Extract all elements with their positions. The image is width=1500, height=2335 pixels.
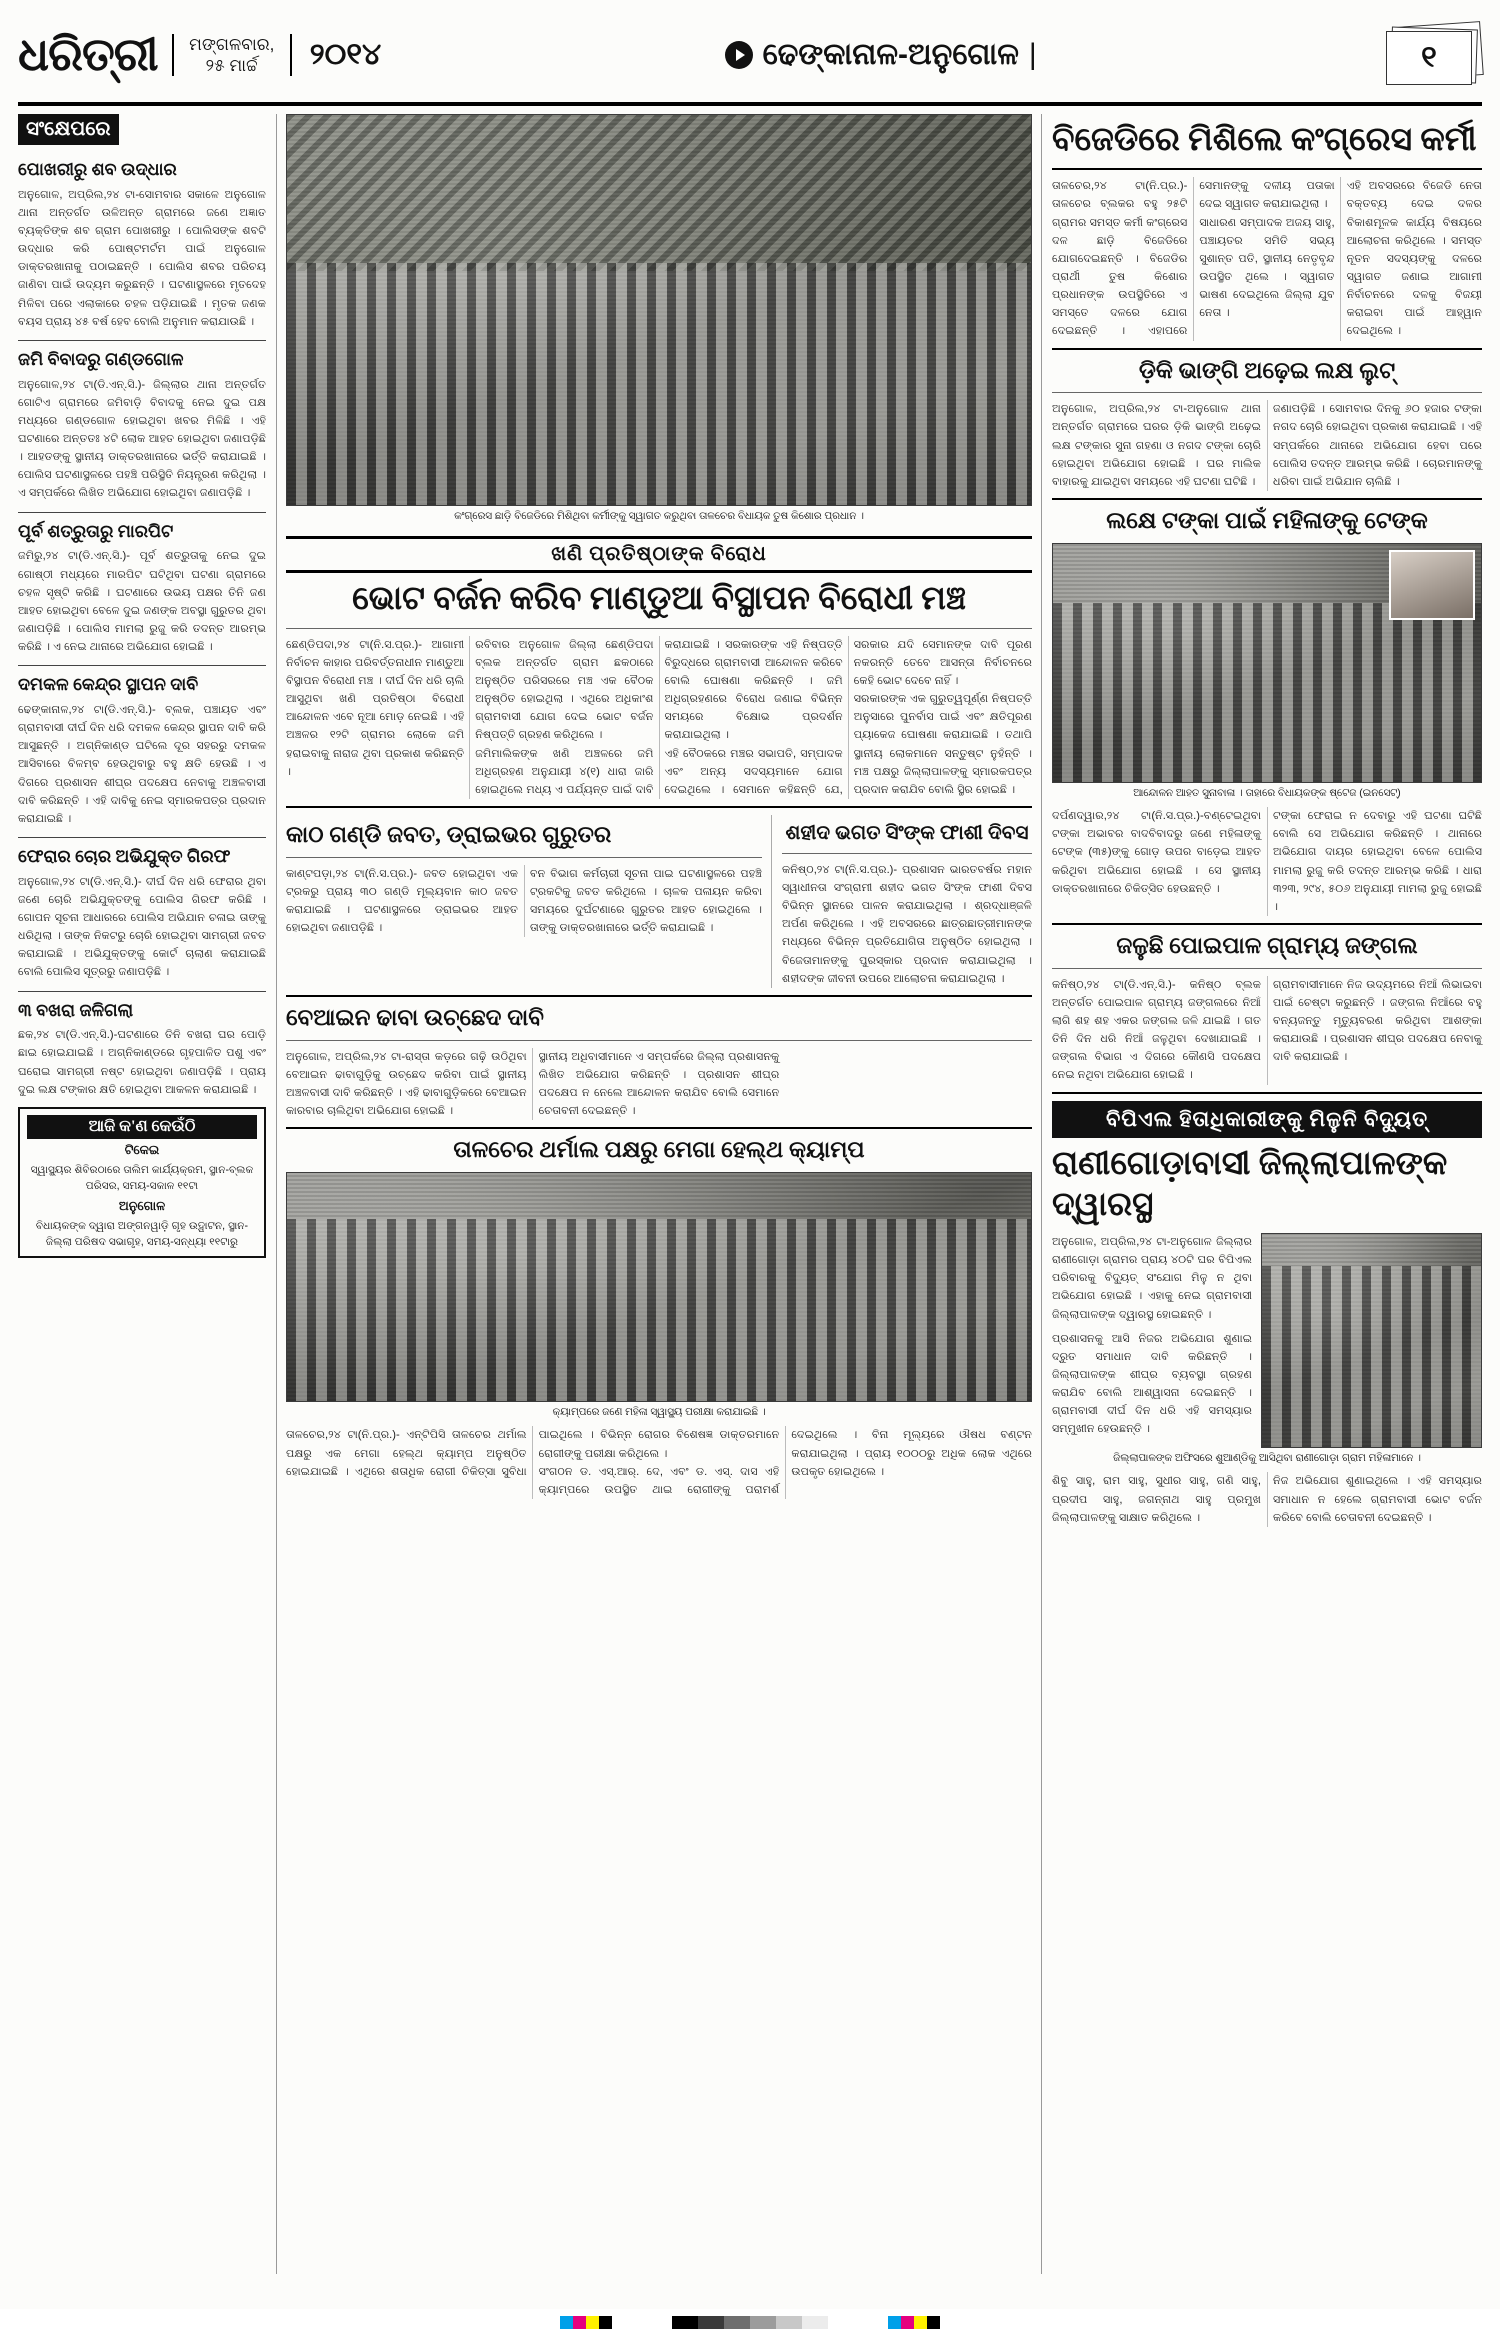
health-camp-story xyxy=(286,1136,1032,1499)
theft-headline: ଡ଼ିକି ଭାଙ୍ଗି ଅଢ଼େଇ ଲକ୍ଷ ଲୁଟ୍ xyxy=(1138,357,1396,383)
brief-headline: ଜମି ବିବାଦରୁ ଗଣ୍ଡଗୋଳ xyxy=(18,348,184,369)
page-number-badge xyxy=(1372,24,1482,86)
health-camp-col1: ତାଳଚେର,୨୪ ଟା(ନି.ପ୍ର.)- ଏନ୍‌ଟିପିସି ତାଳଚେର ଥର୍ମାଲ ପକ୍ଷରୁ ଏକ ମେଗା ହେଲ୍ଥ କ୍ୟାମ୍ପ ଅନୁଷ୍ଠିତ ହୋଇଯାଇଛି । ଏଥିରେ ଶତାଧିକ ରୋଗୀ ଚିକିତ୍ସା ସୁବିଧା ପାଇଥିଲେ । ବିଭିନ୍ନ ରୋଗର ବିଶେଷଜ୍ଞ ଡାକ୍ତରମାନେ ରୋଗୀଙ୍କୁ ପରୀକ୍ଷା କରିଥିଲେ । xyxy=(286,1429,780,1478)
brief-item xyxy=(18,673,266,828)
bjd-story xyxy=(1052,120,1482,341)
mining-para: ଏହି ବୈଠକରେ ମଞ୍ଚର ସଭାପତି, ସମ୍ପାଦକ ଏବଂ ଅନ୍ୟ ସଦସ୍ୟମାନେ ଯୋଗ ଦେଇଥିଲେ । ସେମାନେ କହିଛନ୍ତି ଯେ, ସରକାର ଯଦି ସେମାନଙ୍କ ଦାବି ପୂରଣ ନକରନ୍ତି ତେବେ ଆସନ୍ତା ନିର୍ବାଚନରେ କେହି ଭୋଟ ଦେବେ ନାହିଁ । xyxy=(664,638,1032,796)
bpl-banner: ବିପିଏଲ ହିତାଧିକାରୀଙ୍କୁ ମିଳୁନି ବିଦ୍ୟୁତ୍ xyxy=(1052,1101,1482,1138)
bpl-photo xyxy=(1261,1233,1482,1448)
edition-label: ଢେଙ୍କାନାଳ-ଅନୁଗୋଳ xyxy=(762,38,1019,71)
brief-item xyxy=(18,348,266,503)
lead-photo-caption: କଂଗ୍ରେସ ଛାଡ଼ି ବିଜେଡିରେ ମିଶିଥିବା କର୍ମୀଙ୍କୁ ସ୍ୱାଗତ କରୁଥିବା ତାଳଚେର ବିଧାୟକ ତୁଷ କିଶୋର ପ୍ରଧାନ । xyxy=(454,511,864,522)
masthead-day: ମଙ୍ଗଳବାର, xyxy=(189,34,275,54)
forest-fire-headline: ଜଳୁଛି ପୋଇପାଳ ଗ୍ରାମ୍ୟ ଜଙ୍ଗଲ xyxy=(1116,932,1418,958)
mining-para: ରବିବାର ଅନୁଗୋଳ ଜିଲ୍ଲା ଛେଣ୍ଡିପଦା ବ୍ଲକ ଅନ୍ତର୍ଗତ ଗ୍ରାମ ଛକଠାରେ ଅନୁଷ୍ଠିତ ପରିସରରେ ମଞ୍ଚ ଏକ ବୈଠକ ଅନୁଷ୍ଠିତ ହୋଇଥିଲା । ଏଥିରେ ଅଧିକାଂଶ ଗ୍ରାମବାସୀ ଯୋଗ ଦେଇ ଭୋଟ ବର୍ଜନ ନିଷ୍ପତ୍ତି ଗ୍ରହଣ କରିଥିଲେ । xyxy=(475,638,654,742)
bpl-col1: ଅନୁଗୋଳ, ଅପ୍ରିଲ,୨୪ ଟା-ଅନୁଗୋଳ ଜିଲ୍ଲାର ରାଣୀଗୋଡ଼ା ଗ୍ରାମର ପ୍ରାୟ ୪୦ଟି ଘର ବିପିଏଲ ପରିବାରକୁ ବିଦ୍ୟୁତ୍ ସଂଯୋଗ ମିଳୁ ନ ଥିବା ଅଭିଯୋଗ ହୋଇଛି । ଏହାକୁ ନେଇ ଗ୍ରାମବାସୀ ଜିଲ୍ଲାପାଳଙ୍କ ଦ୍ୱାରସ୍ଥ ହୋଇଛନ୍ତି । xyxy=(1052,1236,1252,1321)
today-events-line: ବିଧାୟକଙ୍କ ଦ୍ୱାରା ଅଙ୍ଗନୱାଡ଼ି ଗୃହ ଉଦ୍ଘାଟନ, ସ୍ଥାନ-ଜିଲ୍ଲା ପରିଷଦ ସଭାଗୃହ, ସମୟ-ସନ୍ଧ୍ୟା ୧୧ଟାରୁ xyxy=(35,1219,249,1249)
forest-fire-story xyxy=(1052,932,1482,1085)
dhaba-story xyxy=(286,1004,1032,1120)
women-assault-photo xyxy=(1052,543,1482,783)
brief-headline: ଫେରାର ଚୋର ଅଭିଯୁକ୍ତ ଗିରଫ xyxy=(18,845,231,866)
page-number: ୧ xyxy=(1386,31,1472,85)
today-events-box xyxy=(18,1107,266,1259)
women-assault-headline: ଲକ୍ଷେ ଟଙ୍କା ପାଇଁ ମହିଳାଙ୍କୁ ଟେଙ୍କ xyxy=(1106,507,1428,533)
masthead-edition xyxy=(399,38,1362,72)
brief-body: ଅନୁଗୋଳ,୨୪ ଟା(ଡି.ଏନ୍.ସି.)- ଜିଲ୍ଲାର ଥାନା ଅନ୍ତର୍ଗତ ଗୋଟିଏ ଗ୍ରାମରେ ଜମିବାଡ଼ି ବିବାଦକୁ ନେଇ ଦୁଇ ପକ୍ଷ ମଧ୍ୟରେ ଗଣ୍ଡଗୋଳ ହୋଇଥିବା ଖବର ମିଳିଛି । ଏହି ଘଟଣାରେ ଅନ୍ତତଃ ୪ଟି ଲୋକ ଆହତ ହୋଇଥିବା ଜଣାପଡ଼ିଛି । ଆହତଙ୍କୁ ସ୍ଥାନୀୟ ଡାକ୍ତରଖାନାରେ ଭର୍ତ୍ତି କରାଯାଇଛି । ପୋଲିସ ଘଟଣାସ୍ଥଳରେ ପହଞ୍ଚି ପରିସ୍ଥିତି ନିୟନ୍ତ୍ରଣ କରିଥିଲା । ଏ ସମ୍ପର୍କରେ ଲିଖିତ ଅଭିଯୋଗ ହୋଇଥିବା ଜଣାପଡ଼ିଛି । xyxy=(18,378,266,500)
brief-item xyxy=(18,158,266,331)
brief-item xyxy=(18,999,266,1099)
briefs-column xyxy=(18,114,266,2274)
bpl-footer2: ନିଜ ଅଭିଯୋଗ ଶୁଣାଇଥିଲେ । ଏହି ସମସ୍ୟାର ସମାଧାନ ନ ହେଲେ ଗ୍ରାମବାସୀ ଭୋଟ ବର୍ଜନ କରିବେ ବୋଲି ଚେତାବନୀ ଦେଇଛନ୍ତି । xyxy=(1273,1475,1482,1524)
main-column xyxy=(276,114,1042,2274)
bpl-headline: ରାଣୀଗୋଡ଼ାବାସୀ ଜିଲ୍ଲାପାଳଙ୍କ ଦ୍ୱାରସ୍ଥ xyxy=(1052,1145,1448,1223)
masthead xyxy=(18,14,1482,106)
women-assault-col1: ଦର୍ପଣଦ୍ୱାର,୨୪ ଟା(ନି.ସ.ପ୍ର.)-ବଣ୍ଟେଇଥିବା ଟଙ୍କା ଅଭାବର ବାଦବିବାଦରୁ ଜଣେ ମହିଳାଙ୍କୁ ଟେଙ୍କ (୩୫)ଙ୍କୁ ଗୋଡ଼ ଉପର ବାଡ଼େଇ ଆହତ କରିଥିବା ଅଭିଯୋଗ ହୋଇଛି । ସେ ସ୍ଥାନୀୟ ଡାକ୍ତରଖାନାରେ ଚିକିତ୍ସିତ ହେଉଛନ୍ତି । xyxy=(1052,810,1261,895)
bjd-col3: ଏହି ଅବସରରେ ବିଜେଡି ନେତା ବକ୍ତବ୍ୟ ଦେଇ ଦଳର ବିକାଶମୂଳକ କାର୍ଯ୍ୟ ବିଷୟରେ ଆଲୋଚନା କରିଥିଲେ । ସମସ୍ତ ନୂତନ ସଦସ୍ୟଙ୍କୁ ଦଳରେ ସ୍ୱାଗତ ଜଣାଇ ଆଗାମୀ ନିର୍ବାଚନରେ ଦଳକୁ ବିଜୟୀ କରାଇବା ପାଇଁ ଆହ୍ୱାନ ଦେଇଥିଲେ । xyxy=(1346,180,1482,338)
color-swatches-right xyxy=(888,2316,940,2329)
masthead-date-value: ୨୫ ମାର୍ଚ୍ଚ xyxy=(205,56,258,75)
women-assault-caption: ଆନ୍ଦୋଳନ ଆହତ ସୁନାବାଳା । ତାହାରେ ବିଧାୟକଙ୍କ ଷ୍ଟେଜ (ଇନସେଟ୍) xyxy=(1133,787,1401,799)
brief-body: ଢେଙ୍କାନାଳ,୨୪ ଟା(ଡି.ଏନ୍.ସି.)- ବ୍ଲକ, ପଞ୍ଚାୟତ ଏବଂ ଗ୍ରାମବାସୀ ଦୀର୍ଘ ଦିନ ଧରି ଦମକଳ କେନ୍ଦ୍ର ସ୍ଥାପନ ଦାବି କରି ଆସୁଛନ୍ତି । ଅଗ୍ନିକାଣ୍ଡ ଘଟିଲେ ଦୂର ସହରରୁ ଦମକଳ ଆସିବାରେ ବିଳମ୍ବ ହେଉଥିବାରୁ ବହୁ କ୍ଷତି ହେଉଛି । ଏ ଦିଗରେ ପ୍ରଶାସନ ଶୀଘ୍ର ପଦକ୍ଷେପ ନେବାକୁ ଅଞ୍ଚଳବାସୀ ଦାବି କରିଛନ୍ତି । ଏହି ଦାବିକୁ ନେଇ ସ୍ମାରକପତ୍ର ପ୍ରଦାନ କରାଯାଇଛି । xyxy=(18,703,266,825)
theft-col1: ଅନୁଗୋଳ, ଅପ୍ରିଲ,୨୪ ଟା-ଅନୁଗୋଳ ଥାନା ଅନ୍ତର୍ଗତ ଗ୍ରାମରେ ଘରର ଡ଼ିକି ଭାଙ୍ଗି ଅଢ଼େଇ ଲକ୍ଷ ଟଙ୍କାର ସୁନା ଗହଣା ଓ ନଗଦ ଟଙ୍କା ଚୋରି ହୋଇଥିବା ଅଭିଯୋଗ ହୋଇଛି । ଘର ମାଲିକ ବାହାରକୁ ଯାଇଥିବା ସମୟରେ ଏହି ଘଟଣା ଘଟିଛି । xyxy=(1052,403,1261,488)
today-events-line: ସ୍ୱାସ୍ଥ୍ୟର ଶିବିରଠାରେ ତାଲିମ କାର୍ଯ୍ୟକ୍ରମ, ସ୍ଥାନ-ବ୍ଲକ ପରିସର, ସମୟ-ସକାଳ ୧୧ଟା xyxy=(30,1163,254,1193)
gray-ramp xyxy=(672,2316,828,2329)
bpl-col2: ପ୍ରଶାସନକୁ ଆସି ନିଜର ଅଭିଯୋଗ ଶୁଣାଇ ଦ୍ରୁତ ସମାଧାନ ଦାବି କରିଛନ୍ତି । ଜିଲ୍ଲାପାଳଙ୍କ ଶୀଘ୍ର ବ୍ୟବସ୍ଥା ଗ୍ରହଣ କରାଯିବ ବୋଲି ଆଶ୍ୱାସନା ଦେଇଛନ୍ତି । ଗ୍ରାମବାସୀ ଦୀର୍ଘ ଦିନ ଧରି ଏହି ସମସ୍ୟାର ସମ୍ମୁଖୀନ ହେଉଛନ୍ତି । xyxy=(1052,1332,1252,1436)
brief-item xyxy=(18,520,266,657)
theft-col2: ଜଣାପଡ଼ିଛି । ସୋମବାର ଦିନକୁ ୬୦ ହଜାର ଟଙ୍କା ନଗଦ ଚୋରି ହୋଇଥିବା ପ୍ରକାଶ କରାଯାଇଛି । ଏହି ସମ୍ପର୍କରେ ଥାନାରେ ଅଭିଯୋଗ ହେବା ପରେ ପୋଲିସ ତଦନ୍ତ ଆରମ୍ଭ କରିଛି । ଚୋରମାନଙ୍କୁ ଧରିବା ପାଇଁ ଅଭିଯାନ ଚାଲିଛି । xyxy=(1273,403,1482,488)
bhagat-body: କନିଷ୍ଠ,୨୪ ଟା(ନି.ସ.ପ୍ର.)- ପ୍ରଶାସନ ଭାରତବର୍ଷର ମହାନ ସ୍ୱାଧୀନତା ସଂଗ୍ରାମୀ ଶହୀଦ ଭଗତ ସିଂଙ୍କ ଫାଶୀ ଦିବସ ବିଭିନ୍ନ ସ୍ଥାନରେ ପାଳନ କରାଯାଇଥିଲା । ଶ୍ରଦ୍ଧାଞ୍ଜଳି ଅର୍ପଣ କରିଥିଲେ । ଏହି ଅବସରରେ ଛାତ୍ରଛାତ୍ରୀମାନଙ୍କ ମଧ୍ୟରେ ବିଭିନ୍ନ ପ୍ରତିଯୋଗିତା ଅନୁଷ୍ଠିତ ହୋଇଥିଲା । ବିଜେତାମାନଙ୍କୁ ପୁରସ୍କାର ପ୍ରଦାନ କରାଯାଇଥିଲା । ଶହୀଦଙ୍କ ଜୀବନୀ ଉପରେ ଆଲୋଚନା କରାଯାଇଥିଲା । xyxy=(782,863,1032,985)
masthead-date xyxy=(172,34,292,77)
forest-fire-col1: କନିଷ୍ଠ,୨୪ ଟା(ଡି.ଏନ୍.ସି.)- କନିଷ୍ଠ ବ୍ଲକ ଅନ୍ତର୍ଗତ ପୋଇପାଳ ଗ୍ରାମ୍ୟ ଜଙ୍ଗଲରେ ନିଆଁ ଲାଗି ଶହ ଶହ ଏକର ଜଙ୍ଗଲ ଜଳି ଯାଇଛି । ଗତ ତିନି ଦିନ ଧରି ନିଆଁ ଜଳୁଥିବା ଦେଖାଯାଇଛି । ଜଙ୍ଗଲ ବିଭାଗ ଏ ଦିଗରେ କୌଣସି ପଦକ୍ଷେପ ନେଇ ନଥିବା ଅଭିଯୋଗ ହୋଇଛି । xyxy=(1052,978,1261,1082)
brief-body: ଅନୁଗୋଳ, ଅପ୍ରିଲ,୨୪ ଟା-ସୋମବାର ସକାଳେ ଅନୁଗୋଳ ଥାନା ଅନ୍ତର୍ଗତ ଉଳିଅନ୍ତ ଗ୍ରାମରେ ଜଣେ ଅଜ୍ଞାତ ବ୍ୟକ୍ତିଙ୍କ ଶବ ଗ୍ରାମ ପୋଖରୀରୁ । ପୋଲିସଙ୍କ ଶବଟି ଉଦ୍ଧାର କରି ପୋଷ୍ଟମର୍ଟମ ପାଇଁ ଅନୁଗୋଳ ଡାକ୍ତରଖାନାକୁ ପଠାଇଛନ୍ତି । ପୋଲିସ ଶବର ପରିଚୟ ଜାଣିବା ପାଇଁ ଉଦ୍ୟମ କରୁଛନ୍ତି । ଘଟଣାସ୍ଥଳରେ ମୃତଦେହ ମିଳିବା ପରେ ଏଲାକାରେ ଚହଳ ପଡ଼ିଯାଇଛି । ମୃତକ ଜଣକ ବୟସ ପ୍ରାୟ ୪୫ ବର୍ଷ ହେବ ବୋଲି ଅନୁମାନ କରାଯାଉଛି । xyxy=(18,188,266,328)
dhaba-col1: ଅନୁଗୋଳ, ଅପ୍ରିଲ,୨୪ ଟା-ରାସ୍ତା କଡ଼ରେ ଗଢ଼ି ଉଠିଥିବା ବେଆଇନ ଢାବାଗୁଡ଼ିକୁ ଉଚ୍ଛେଦ କରିବା ପାଇଁ ସ୍ଥାନୀୟ ଅଞ୍ଚଳବାସୀ ଦାବି କରିଛନ୍ତି । ଏହି ଢାବାଗୁଡ଼ିକରେ ବେଆଇନ କାରବାର ଚାଲିଥିବା ଅଭିଯୋଗ ହୋଇଛି । xyxy=(286,1050,527,1118)
page-content xyxy=(18,114,1482,2274)
bjd-col1: ତାଳଚେର,୨୪ ଟା(ନି.ପ୍ର.)-ତାଳଚେର ବ୍ଲକର ବହୁ ୨୫ଟି ଗ୍ରାମର ସମସ୍ତ କର୍ମୀ କଂଗ୍ରେସ ଦଳ ଛାଡ଼ି ବିଜେଡିରେ ଯୋଗଦେଇଛନ୍ତି । ବିଜେଡିର ପ୍ରାର୍ଥୀ ତୁଷ କିଶୋର ପ୍ରଧାନଙ୍କ ଉପସ୍ଥିତିରେ ଏ ସମସ୍ତେ ଦଳରେ ଯୋଗ ଦେଇଛନ୍ତି । ଏହାପରେ ସେମାନଙ୍କୁ ଦଳୀୟ ପତାକା ଦେଇ ସ୍ୱାଗତ କରାଯାଇଥିଲା । xyxy=(1052,180,1335,338)
health-camp-headline: ତାଳଚେର ଥର୍ମାଲ ପକ୍ଷରୁ ମେଗା ହେଲ୍ଥ କ୍ୟାମ୍ପ xyxy=(453,1137,865,1163)
briefs-section-title: ସଂକ୍ଷେପରେ xyxy=(18,114,119,145)
timber-story xyxy=(286,815,772,988)
brief-body: ଛକ,୨୪ ଟା(ଡି.ଏନ୍.ସି.)-ଘଟଣାରେ ତିନି ବଖରା ଘର ପୋଡ଼ି ଛାଇ ହୋଇଯାଇଛି । ଅଗ୍ନିକାଣ୍ଡରେ ଗୃହପାଳିତ ପଶୁ ଏବଂ ଘରୋଇ ସାମଗ୍ରୀ ନଷ୍ଟ ହୋଇଥିବା ଜଣାପଡ଼ିଛି । ପ୍ରାୟ ଦୁଇ ଲକ୍ଷ ଟଙ୍କାର କ୍ଷତି ହୋଇଥିବା ଆକଳନ କରାଯାଇଛି । xyxy=(18,1029,266,1096)
health-camp-col2: ସଂଗଠନ ଡ. ଏସ୍.ଆର୍. ଦେ, ଏବଂ ଡ. ଏସ୍. ଦାସ ଏହି କ୍ୟାମ୍ପରେ ଉପସ୍ଥିତ ଥାଇ ରୋଗୀଙ୍କୁ ପରାମର୍ଶ ଦେଇଥିଲେ । ବିନା ମୂଲ୍ୟରେ ଔଷଧ ବଣ୍ଟନ କରାଯାଇଥିଲା । ପ୍ରାୟ ୧୦୦୦ରୁ ଅଧିକ ଲୋକ ଏଥିରେ ଉପକୃତ ହୋଇଥିଲେ । xyxy=(538,1429,1032,1496)
bhagat-headline: ଶହୀଦ ଭଗତ ସିଂଙ୍କ ଫାଶୀ ଦିବସ xyxy=(785,821,1029,844)
theft-story xyxy=(1052,357,1482,491)
bjd-col2: ସାଧାରଣ ସମ୍ପାଦକ ଅଜୟ ସାହୁ, ପଞ୍ଚାୟତର ସମିତି ସଭ୍ୟ ସୁଶାନ୍ତ ପତି, ସ୍ଥାନୀୟ ନେତୃବୃନ୍ଦ ଉପସ୍ଥିତ ଥିଲେ । ସ୍ୱାଗତ ଭାଷଣ ଦେଇଥିଲେ ଜିଲ୍ଲା ଯୁବ ନେତା । xyxy=(1199,216,1335,320)
mining-body xyxy=(286,636,1032,799)
brief-headline: ୩ ବଖରା ଜଳିଗଲା xyxy=(18,999,134,1020)
bpl-footer1: ଶିବୁ ସାହୁ, ରାମ ସାହୁ, ସୁଧୀର ସାହୁ, ଗଣି ସାହୁ, ପ୍ରଦୀପ ସାହୁ, ଜଗନ୍ନାଥ ସାହୁ ପ୍ରମୁଖ ଜିଲ୍ଲାପାଳଙ୍କୁ ସାକ୍ଷାତ କରିଥିଲେ । xyxy=(1052,1475,1261,1524)
publication-logo: ଧରିତ୍ରୀ xyxy=(18,28,158,80)
bpl-caption: ଜିଲ୍ଲାପାଳଙ୍କ ଅଫିସରେ ଶୁଆଣ୍ଡିକୁ ଆସିଥିବା ରାଣୀଗୋଡ଼ା ଗ୍ରାମ ମହିଳାମାନେ । xyxy=(1113,1453,1421,1465)
brief-body: ଅନୁଗୋଳ,୨୪ ଟା(ଡି.ଏନ୍.ସି.)- ଦୀର୍ଘ ଦିନ ଧରି ଫେରାର ଥିବା ଜଣେ ଚୋରି ଅଭିଯୁକ୍ତଙ୍କୁ ପୋଲିସ ଗିରଫ କରିଛି । ଗୋପନ ସୂଚନା ଆଧାରରେ ପୋଲିସ ଅଭିଯାନ ଚଳାଇ ତାଙ୍କୁ ଧରିଥିଲା । ତାଙ୍କ ନିକଟରୁ ଚୋରି ହୋଇଥିବା ସାମଗ୍ରୀ ଜବତ କରାଯାଇଛି । ଅଭିଯୁକ୍ତଙ୍କୁ କୋର୍ଟ ଚାଲାଣ କରାଯାଇଛି ବୋଲି ପୋଲିସ ସୂତ୍ରରୁ ଜଣାପଡ଼ିଛି । xyxy=(18,875,266,979)
registration-color-bar xyxy=(0,2309,1500,2335)
mining-para: ସରକାରଙ୍କ ଏକ ଗୁରୁତ୍ୱପୂର୍ଣ୍ଣ ନିଷ୍ପତ୍ତି ଅନୁସାରେ ପୁନର୍ବାସ ପାଇଁ ଏବଂ କ୍ଷତିପୂରଣ ପ୍ୟାକେଜ ଘୋଷଣା କରାଯାଇଛି । ତଥାପି ସ୍ଥାନୀୟ ଲୋକମାନେ ସନ୍ତୁଷ୍ଟ ନୁହଁନ୍ତି । ମଞ୍ଚ ପକ୍ଷରୁ ଜିଲ୍ଲାପାଳଙ୍କୁ ସ୍ମାରକପତ୍ର ପ୍ରଦାନ କରାଯିବ ବୋଲି ସ୍ଥିର ହୋଇଛି । xyxy=(853,693,1032,796)
women-assault-story xyxy=(1052,507,1482,916)
brief-headline: ପୋଖରୀରୁ ଶବ ଉଦ୍ଧାର xyxy=(18,159,177,179)
health-camp-photo xyxy=(286,1172,1032,1402)
bhagat-story xyxy=(782,815,1032,988)
mining-para: ଜମିମାଲିକଙ୍କ ଖଣି ଅଞ୍ଚଳରେ ଜମି ଅଧିଗ୍ରହଣ ଅନୁଯାୟୀ ୪(୧) ଧାରା ଜାରି ହୋଇଥିଲେ ମଧ୍ୟ ଏ ପର୍ଯ୍ୟନ୍ତ ପାଇଁ ଦାବି କରାଯାଇଛି । ସରକାରଙ୍କ ଏହି ନିଷ୍ପତ୍ତି ବିରୁଦ୍ଧରେ ଗ୍ରାମବାସୀ ଆନ୍ଦୋଳନ କରିବେ ବୋଲି ଘୋଷଣା କରିଛନ୍ତି । ଜମି ଅଧିଗ୍ରହଣରେ ବିରୋଧ ଜଣାଇ ବିଭିନ୍ନ ସମୟରେ ବିକ୍ଷୋଭ ପ୍ରଦର୍ଶନ କରାଯାଇଥିଲା । xyxy=(475,638,843,796)
brief-headline: ଦମକଳ କେନ୍ଦ୍ର ସ୍ଥାପନ ଦାବି xyxy=(18,674,199,695)
today-events-title: ଆଜି କ'ଣ କେଉଁଠି xyxy=(27,1115,257,1139)
inset-photo xyxy=(1389,550,1475,620)
health-camp-caption: କ୍ୟାମ୍ପରେ ଜଣେ ମହିଳା ସ୍ୱାସ୍ଥ୍ୟ ପରୀକ୍ଷା କରାଯାଇଛି । xyxy=(552,1406,766,1418)
timber-headline: କାଠ ଗଣ୍ଡି ଜବତ, ଡ୍ରାଇଭର ଗୁରୁତର xyxy=(286,821,612,847)
women-assault-col2: ଟଙ୍କା ଫେରାଇ ନ ଦେବାରୁ ଏହି ଘଟଣା ଘଟିଛି ବୋଲି ସେ ଅଭିଯୋଗ କରିଛନ୍ତି । ଥାନାରେ ଅଭିଯୋଗ ଦାୟର ହୋଇଥିବା ବେଳେ ପୋଲିସ ମାମଲା ରୁଜୁ କରି ତଦନ୍ତ ଆରମ୍ଭ କରିଛି । ଧାରା ୩୨୩, ୨୯୪, ୫୦୬ ଅନୁଯାୟୀ ମାମଲା ରୁଜୁ ହୋଇଛି । xyxy=(1273,810,1482,913)
masthead-year: ୨୦୧୪ xyxy=(309,38,382,71)
brief-item xyxy=(18,845,266,982)
today-events-place: ଅନୁଗୋଳ xyxy=(118,1198,166,1213)
forest-fire-col2: ଗ୍ରାମବାସୀମାନେ ନିଜ ଉଦ୍ୟମରେ ନିଆଁ ଲିଭାଇବା ପାଇଁ ଚେଷ୍ଟା କରୁଛନ୍ତି । ଜଙ୍ଗଲ ନିଆଁରେ ବହୁ ବନ୍ୟଜନ୍ତୁ ମୃତ୍ୟୁବରଣ କରିଥିବା ଆଶଙ୍କା କରାଯାଉଛି । ପ୍ରଶାସନ ଶୀଘ୍ର ପଦକ୍ଷେପ ନେବାକୁ ଦାବି କରାଯାଇଛି । xyxy=(1273,978,1482,1064)
brief-body: ଜମିରୁ,୨୪ ଟା(ଡି.ଏନ୍.ସି.)- ପୂର୍ବ ଶତ୍ରୁତାକୁ ନେଇ ଦୁଇ ଗୋଷ୍ଠୀ ମଧ୍ୟରେ ମାରପିଟ ଘଟିଥିବା ଘଟଣା ଗ୍ରାମରେ ଚହଳ ସୃଷ୍ଟି କରିଛି । ଘଟଣାରେ ଉଭୟ ପକ୍ଷର ତିନି ଜଣ ଆହତ ହୋଇଥିବା ବେଳେ ଦୁଇ ଜଣଙ୍କ ଅବସ୍ଥା ଗୁରୁତର ଥିବା ଜଣାପଡ଼ିଛି । ପୋଲିସ ମାମଲା ରୁଜୁ କରି ତଦନ୍ତ ଆରମ୍ଭ କରିଛି । ଏ ନେଇ ଥାନାରେ ଅଭିଯୋଗ ହୋଇଛି । xyxy=(18,550,266,654)
mining-headline: ଭୋଟ ବର୍ଜନ କରିବ ମାଣ୍ଡୁଆ ବିସ୍ଥାପନ ବିରୋଧୀ ମଞ୍ଚ xyxy=(352,581,966,618)
lead-photo xyxy=(286,114,1032,506)
dhaba-col2: ସ୍ଥାନୀୟ ଅଧିବାସୀମାନେ ଏ ସମ୍ପର୍କରେ ଜିଲ୍ଲା ପ୍ରଶାସନକୁ ଲିଖିତ ଅଭିଯୋଗ କରିଛନ୍ତି । ପ୍ରଶାସନ ଶୀଘ୍ର ପଦକ୍ଷେପ ନ ନେଲେ ଆନ୍ଦୋଳନ କରାଯିବ ବୋଲି ସେମାନେ ଚେତାବନୀ ଦେଇଛନ୍ତି । xyxy=(538,1050,780,1118)
timber-col1: କାଣ୍ଟପଡ଼ା,୨୪ ଟା(ନି.ସ.ପ୍ର.)- ଜବତ ହୋଇଥିବା ଏକ ଟ୍ରକରୁ ପ୍ରାୟ ୩୦ ଗଣ୍ଡି ମୂଲ୍ୟବାନ କାଠ ଜବତ କରାଯାଇଛି । ଘଟଣାସ୍ଥଳରେ ଡ୍ରାଇଭର ଆହତ ହୋଇଥିବା ଜଣାପଡ଼ିଛି । xyxy=(286,867,518,935)
mining-section-banner: ଖଣି ପ୍ରତିଷ୍ଠାଙ୍କ ବିରୋଧ xyxy=(286,536,1032,573)
bpl-story xyxy=(1052,1101,1482,1527)
mining-para: ଛେଣ୍ଡିପଦା,୨୪ ଟା(ନି.ସ.ପ୍ର.)- ଆଗାମୀ ନିର୍ବାଚନ କାହାର ପରିବର୍ତ୍ତନାଧୀନ ମାଣ୍ଡୁଆ ବିସ୍ଥାପନ ବିରୋଧୀ ମଞ୍ଚ । ଦୀର୍ଘ ଦିନ ଧରି ଚାଲି ଆସୁଥିବା ଖଣି ପ୍ରତିଷ୍ଠା ବିରୋଧୀ ଆନ୍ଦୋଳନ ଏବେ ନୂଆ ମୋଡ଼ ନେଇଛି । ଏହି ଅଞ୍ଚଳର ୧୨ଟି ଗ୍ରାମର ଲୋକେ ଜମି ହରାଇବାକୁ ନାରାଜ ଥିବା ପ୍ରକାଶ କରିଛନ୍ତି । xyxy=(286,638,465,778)
right-column xyxy=(1052,114,1482,2274)
divider: | xyxy=(1028,38,1037,71)
play-circle-icon xyxy=(725,41,753,69)
brief-headline: ପୂର୍ବ ଶତ୍ରୁତାରୁ ମାରପିଟ xyxy=(18,520,174,541)
color-swatches-left xyxy=(560,2316,612,2329)
bjd-headline: ବିଜେଡିରେ ମିଶିଲେ କଂଗ୍ରେସ କର୍ମୀ xyxy=(1052,122,1477,158)
timber-col2: ବନ ବିଭାଗ କର୍ମଚାରୀ ସୂଚନା ପାଇ ଘଟଣାସ୍ଥଳରେ ପହଞ୍ଚି ଟ୍ରକଟିକୁ ଜବତ କରିଥିଲେ । ଚାଳକ ପଳାୟନ କରିବା ସମୟରେ ଦୁର୍ଘଟଣାରେ ଗୁରୁତର ଆହତ ହୋଇଥିଲେ । ତାଙ୍କୁ ଡାକ୍ତରଖାନାରେ ଭର୍ତ୍ତି କରାଯାଇଛି । xyxy=(530,867,762,935)
today-events-place: ଟିକେଇ xyxy=(124,1142,160,1157)
dhaba-headline: ବେଆଇନ ଢାବା ଉଚ୍ଛେଦ ଦାବି xyxy=(286,1004,544,1030)
